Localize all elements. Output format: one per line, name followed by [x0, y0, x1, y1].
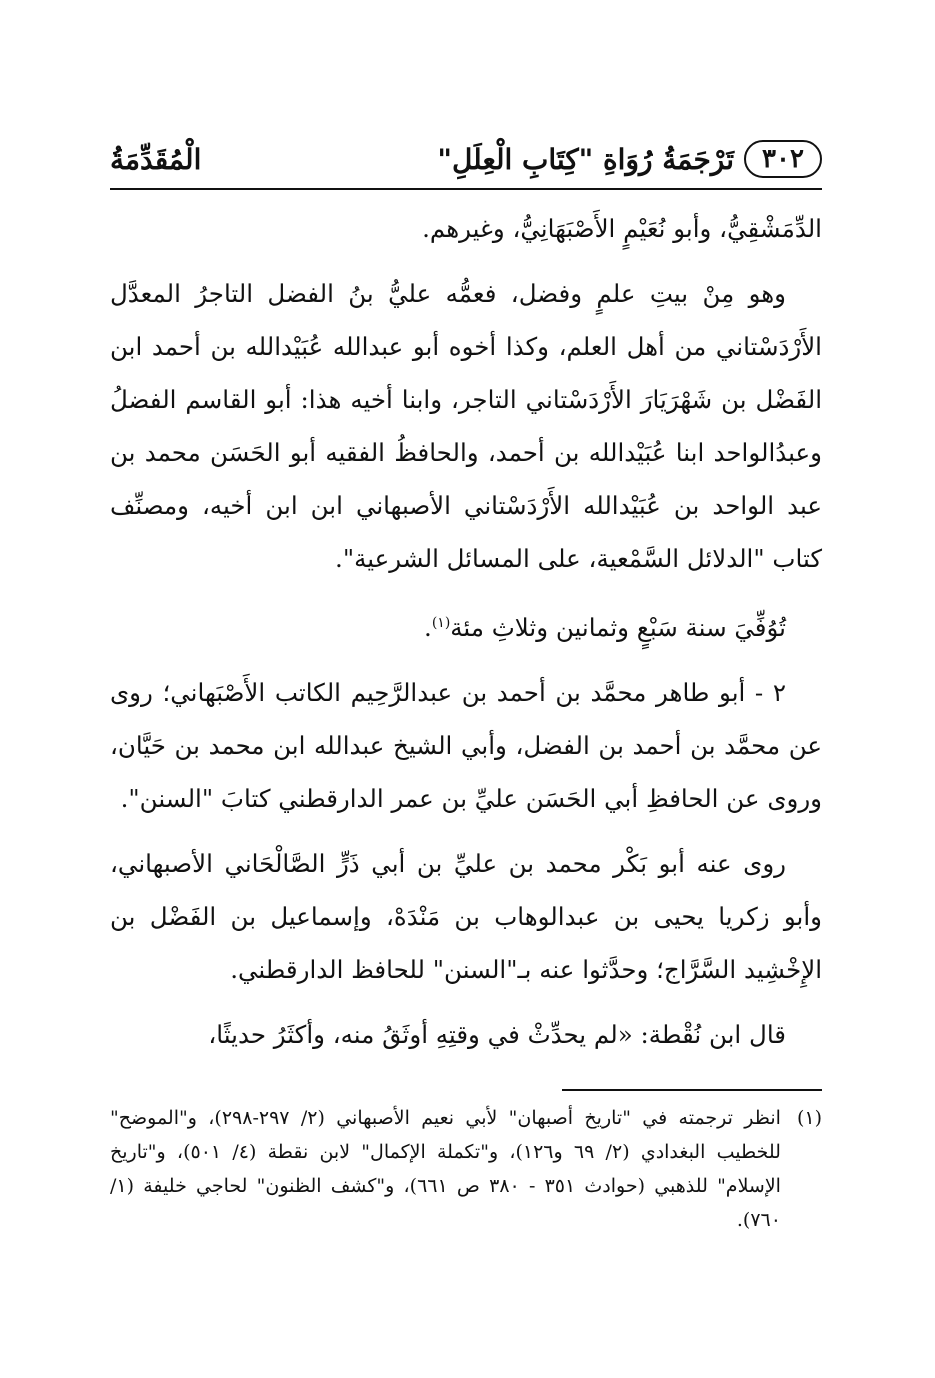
paragraph-5: روى عنه أبو بَكْر محمد بن عليِّ بن أبي ذَرٍّ الصَّالْحَاني الأصبهاني، وأبو زكريا يحيى بن عبدالوهاب بن مَنْدَهْ، وإسماعيل بن الفَضْل بن الإِخْشِيد السَّرَّاج؛ وحدَّثوا عنه بـ"السنن" للحافظ الدارقطني.	[110, 849, 822, 985]
footnote-1	[110, 1101, 822, 1237]
running-title: تَرْجَمَةُ رُوَاةِ "كِتَابِ الْعِلَلِ"	[437, 142, 734, 176]
page-header	[110, 130, 822, 190]
paragraph-4: ٢ - أبو طاهر محمَّد بن أحمد بن عبدالرَّحِيم الكاتب الأَصْبَهاني؛ روى عن محمَّد بن أحمد بن الفضل، وأبي الشيخ عبدالله ابن محمد بن حَيَّان، وروى عن الحافظِ أبي الحَسَن عليِّ بن عمر الدارقطني كتابَ "السنن".	[110, 678, 822, 814]
paragraph-3-end: .	[424, 613, 432, 643]
footnote-text: انظر ترجمته في "تاريخ أصبهان" لأبي نعيم الأصبهاني (٢/ ٢٩٧-٢٩٨)، و"الموضح" للخطيب البغدادي (٢/ ٦٩ و١٢٦)، و"تكملة الإكمال" لابن نقطة (٤/ ٥٠١)، و"تاريخ الإسلام" للذهبي (حوادث ٣٥١ - ٣٨٠ ص ٦٦١)، و"كشف الظنون" لحاجي خليفة (١/ ٧٦٠).	[110, 1107, 781, 1232]
section-title: الْمُقَدِّمَةُ	[110, 142, 202, 176]
paragraph-3-text: تُوُفِّيَ سنة سَبْعٍ وثمانين وثلاثِ مئة	[450, 613, 786, 643]
paragraph-2: وهو مِنْ بيتِ علمٍ وفضل، فعمُّه عليُّ بنُ الفضل التاجرُ المعدَّل الأَرْدَسْتاني من أهل العلم، وكذا أخوه أبو عبدالله عُبَيْدالله بن أحمد ابن الفَضْل بن شَهْرَيَارَ الأَرْدَسْتاني التاجر، وابنا أخيه هذا: أبو القاسم الفضلُ وعبدُالواحد ابنا عُبَيْدالله بن أحمد، والحافظُ الفقيه أبو الحَسَن محمد بن عبد الواحد بن عُبَيْدالله الأَرْدَسْتاني الأصبهاني ابن ابن أخيه، ومصنِّف كتاب "الدلائل السَّمْعية، على المسائل الشرعية".	[110, 279, 822, 573]
paragraph-3	[110, 597, 822, 654]
page-number-badge: ٣٠٢	[744, 140, 822, 178]
footnote-mark: (١)	[796, 1107, 822, 1130]
header-title-group	[437, 140, 822, 178]
paragraph-1: الدِّمَشْقِيُّ، وأبو نُعَيْمٍ الأَصْبَهَانِيُّ، وغيرهم.	[422, 214, 822, 243]
book-page	[110, 130, 822, 1270]
footnote-divider	[562, 1089, 822, 1091]
footnotes	[110, 1101, 822, 1237]
footnote-ref-1: (١)	[431, 615, 451, 631]
paragraph-6: قال ابن نُقْطة: «لم يحدِّثْ في وقتِهِ أوثَقُ منه، وأكثَرُ حديثًا،	[208, 1020, 786, 1050]
main-text	[110, 202, 822, 1061]
